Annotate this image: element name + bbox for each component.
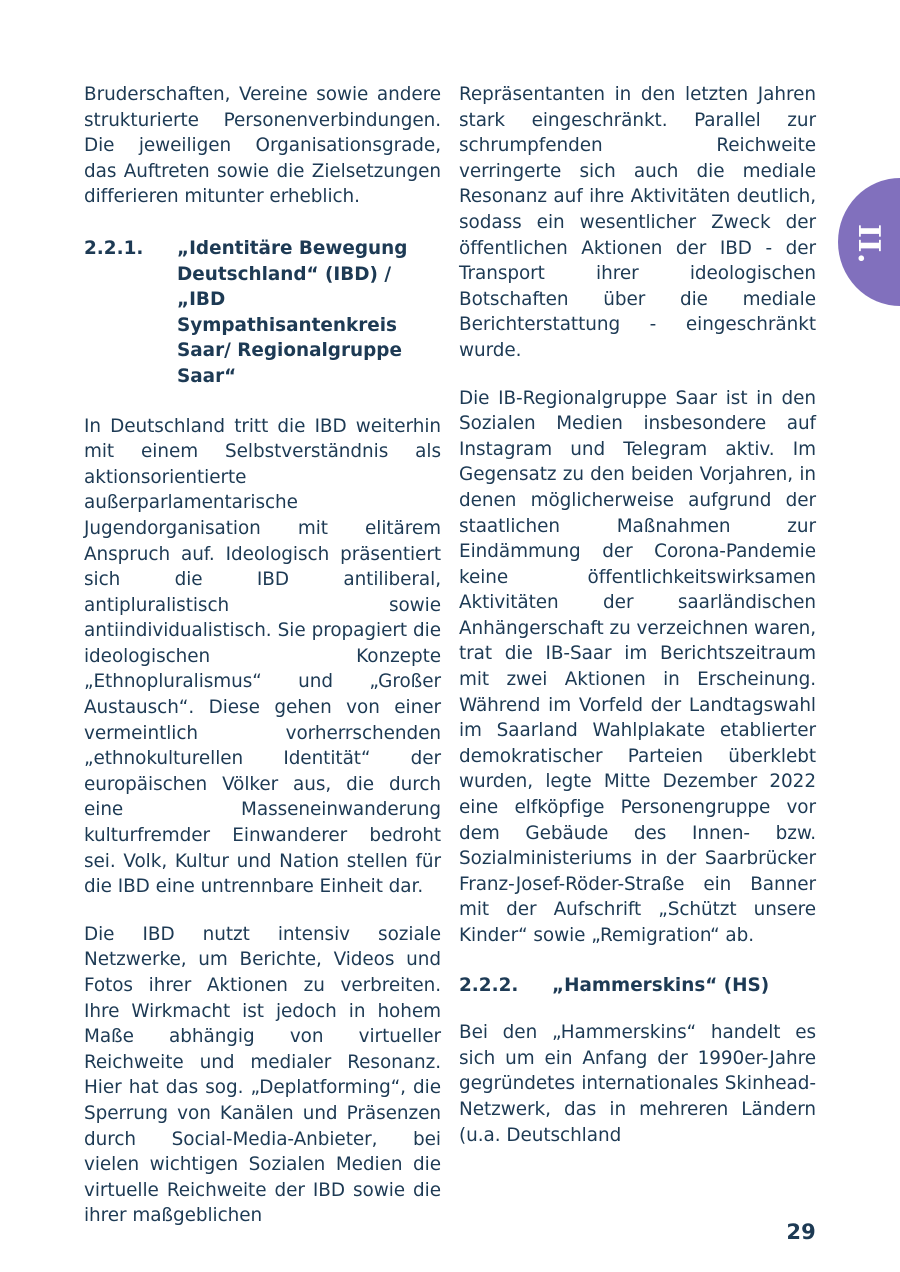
page-number: 29: [786, 1220, 816, 1244]
section-heading-title: „Identitäre Bewegung Deutschland“ (IBD) / „IBD Sympathisantenkreis Saar/ Regionalgruppe Saar“: [177, 237, 408, 387]
left-column: [84, 82, 441, 1229]
paragraph: In Deutschland tritt die IBD weiterhin mit einem Selbstverständnis als aktionsorientierte außerparlamentarische Jugendorganisation mit elitärem Anspruch auf. Ideologisch präsentiert sich die IBD antiliberal, antipluralistisch sowie antiindividualistisch. Sie propagiert die ideologischen Konzepte „Ethnopluralismus“ und „Großer Austausch“. Diese gehen von einer vermeintlich vorherrschenden „ethnokulturellen Identität“ der europäischen Völker aus, die durch eine Masseneinwanderung kulturfremder Einwanderer bedroht sei. Volk, Kultur und Nation stellen für die IBD eine untrennbare Einheit dar.: [84, 415, 441, 898]
paragraph: Bei den „Hammerskins“ handelt es sich um ein Anfang der 1990er-Jahre gegründetes internationales Skinhead-Netzwerk, das in mehreren Ländern (u.a. Deutschland: [459, 1022, 816, 1146]
paragraph: Die IBD nutzt intensiv soziale Netzwerke, um Berichte, Videos und Fotos ihrer Aktionen zu verbreiten. Ihre Wirkmacht ist jedoch in hohem Maße abhängig von virtueller Reichweite und medialer Resonanz. Hier hat das sog. „Deplatforming“, die Sperrung von Kanälen und Präsenzen durch Social-Media-Anbieter, bei vielen wichtigen Sozialen Medien die virtuelle Reichweite der IBD sowie die ihrer maßgeblichen: [84, 923, 441, 1227]
section-heading-number: 2.2.2.: [459, 974, 519, 996]
right-column: [459, 82, 816, 1229]
section-heading-2-2-2: [459, 973, 816, 999]
section-heading-2-2-1: [84, 236, 441, 390]
paragraph: Die IB-Regionalgruppe Saar ist in den Sozialen Medien insbesondere auf Instagram und Telegram aktiv. Im Gegensatz zu den beiden Vorjahren, in denen möglicherweise aufgrund der staatlichen Maßnahmen zur Eindämmung der Corona-Pandemie keine öffentlichkeitswirksamen Aktivitäten der saarländischen Anhängerschaft zu verzeichnen waren, trat die IB-Saar im Berichtszeitraum mit zwei Aktionen in Erscheinung. Während im Vorfeld der Landtagswahl im Saarland Wahlplakate etablierter demokratischer Parteien überklebt wurden, legte Mitte Dezember 2022 eine elfköpfige Personengruppe vor dem Gebäude des Innen- bzw. Sozialministeriums in der Saarbrücker Franz-Josef-Röder-Straße ein Banner mit der Aufschrift „Schützt unsere Kinder“ sowie „Remigration“ ab.: [459, 387, 816, 946]
section-tab-label: II.: [851, 223, 887, 264]
two-column-body: [84, 82, 816, 1229]
paragraph: Bruderschaften, Vereine sowie andere strukturierte Personenverbindungen. Die jeweiligen Organisationsgrade, das Auftreten sowie die Zielsetzungen differieren mitunter erheblich.: [84, 84, 441, 208]
section-tab-marker: [838, 178, 900, 306]
paragraph: Repräsentanten in den letzten Jahren stark eingeschränkt. Parallel zur schrumpfenden Reichweite verringerte sich auch die mediale Resonanz auf ihre Aktivitäten deutlich, sodass ein wesentlicher Zweck der öffentlichen Aktionen der IBD - der Transport ihrer ideologischen Botschaften über die mediale Berichterstattung - eingeschränkt wurde.: [459, 84, 816, 361]
section-heading-title: „Hammerskins“ (HS): [552, 974, 770, 996]
section-heading-number: 2.2.1.: [84, 237, 144, 259]
